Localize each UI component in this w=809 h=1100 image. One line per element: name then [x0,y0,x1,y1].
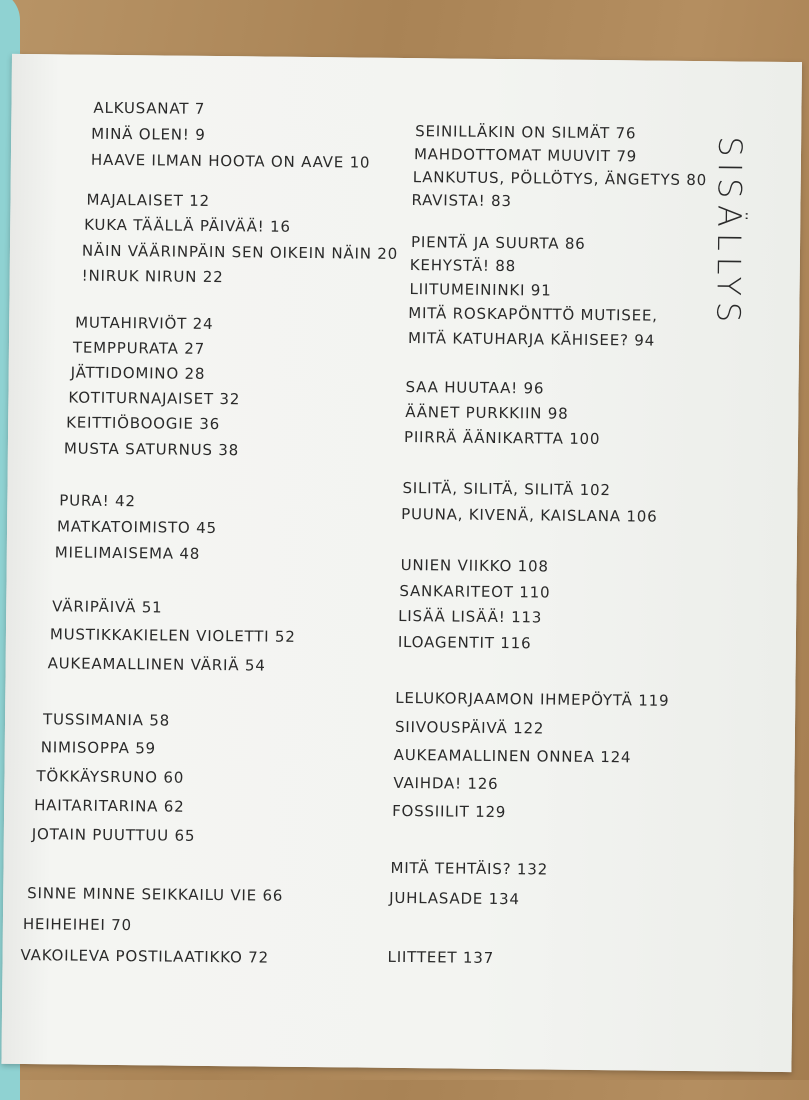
toc-entry: JOTAIN PUUTTUU 65 [31,825,196,845]
toc-entry: LANKUTUS, PÖLLÖTYS, ÄNGETYS 80 [412,168,708,190]
toc-entry: TÖKKÄYSRUNO 60 [36,767,185,787]
toc-entry: PUUNA, KIVENÄ, KAISLANA 106 [401,504,658,526]
toc-entry: MAHDOTTOMAT MUUVIT 79 [413,145,638,166]
toc-entry: MITÄ KATUHARJA KÄHISEE? 94 [407,329,656,350]
toc-entry: LIITTEET 137 [387,947,495,967]
book-page [1,54,802,1072]
toc-entry: MUSTA SATURNUS 38 [63,439,240,460]
toc-entry: NIMISOPPA 59 [40,738,157,758]
toc-entry: HEIHEIHEI 70 [22,915,132,935]
toc-entry: ALKUSANAT 7 [93,98,206,118]
toc-entry: MATKATOIMISTO 45 [56,517,217,538]
page-title: SISÄLLYS [709,136,750,329]
toc-entry: KUKA TÄÄLLÄ PÄIVÄÄ! 16 [84,215,291,236]
toc-entry: JUHLASADE 134 [389,888,520,909]
toc-entry: KOTITURNAJAISET 32 [68,388,241,409]
toc-entry: MAJALAISET 12 [86,190,211,210]
toc-entry: MIELIMAISEMA 48 [54,543,201,563]
toc-entry: PIENTÄ JA SUURTA 86 [410,233,586,253]
toc-entry: NÄIN VÄÄRINPÄIN SEN OIKEIN NÄIN 20 [81,241,399,263]
toc-entry: !NIRUK NIRUN 22 [81,266,224,287]
toc-entry: RAVISTA! 83 [411,191,512,211]
toc-entry: LISÄÄ LISÄÄ! 113 [398,606,543,627]
toc-entry: MUTAHIRVIÖT 24 [75,313,214,333]
toc-entry: PIIRRÄ ÄÄNIKARTTA 100 [403,427,601,449]
toc-entry: HAITARITARINA 62 [34,796,185,816]
toc-entry: HAAVE ILMAN HOOTA ON AAVE 10 [90,150,371,172]
toc-entry: TUSSIMANIA 58 [42,710,171,730]
toc-entry: TEMPPURATA 27 [72,338,206,358]
toc-entry: MITÄ TEHTÄIS? 132 [390,858,549,879]
toc-entry: KEITTIÖBOOGIE 36 [66,413,221,434]
toc-entry: VÄRIPÄIVÄ 51 [52,597,163,617]
toc-entry: LIITUMEININKI 91 [409,280,552,300]
toc-entry: KEHYSTÄ! 88 [409,256,517,276]
toc-entry: SEINILLÄKIN ON SILMÄT 76 [415,122,637,143]
toc-entry: UNIEN VIIKKO 108 [400,555,549,576]
toc-entry: ILOAGENTIT 116 [397,632,532,653]
toc-entry: FOSSIILIT 129 [392,801,507,822]
toc-entry: JÄTTIDOMINO 28 [70,363,206,383]
toc-entry: MITÄ ROSKAPÖNTTÖ MUTISEE, [408,304,658,325]
toc-entry: PURA! 42 [59,491,136,511]
toc-entry: SILITÄ, SILITÄ, SILITÄ 102 [402,478,611,500]
toc-entry: ÄÄNET PURKKIIN 98 [405,403,569,423]
toc-entry: AUKEAMALLINEN ONNEA 124 [393,745,632,767]
toc-entry: MINÄ OLEN! 9 [91,124,206,144]
toc-entry: SAA HUUTAA! 96 [405,378,545,398]
toc-entry: VAKOILEVA POSTILAATIKKO 72 [20,946,269,967]
toc-entry: LELUKORJAAMON IHMEPÖYTÄ 119 [395,688,670,710]
toc-entry: SANKARITEOT 110 [399,581,551,602]
toc-entry: AUKEAMALLINEN VÄRIÄ 54 [47,654,266,675]
toc-entry: SIIVOUSPÄIVÄ 122 [394,717,545,738]
toc-entry: SINNE MINNE SEIKKAILU VIE 66 [27,884,284,905]
toc-entry: VAIHDA! 126 [393,773,499,793]
toc-entry: MUSTIKKAKIELEN VIOLETTI 52 [49,625,296,646]
